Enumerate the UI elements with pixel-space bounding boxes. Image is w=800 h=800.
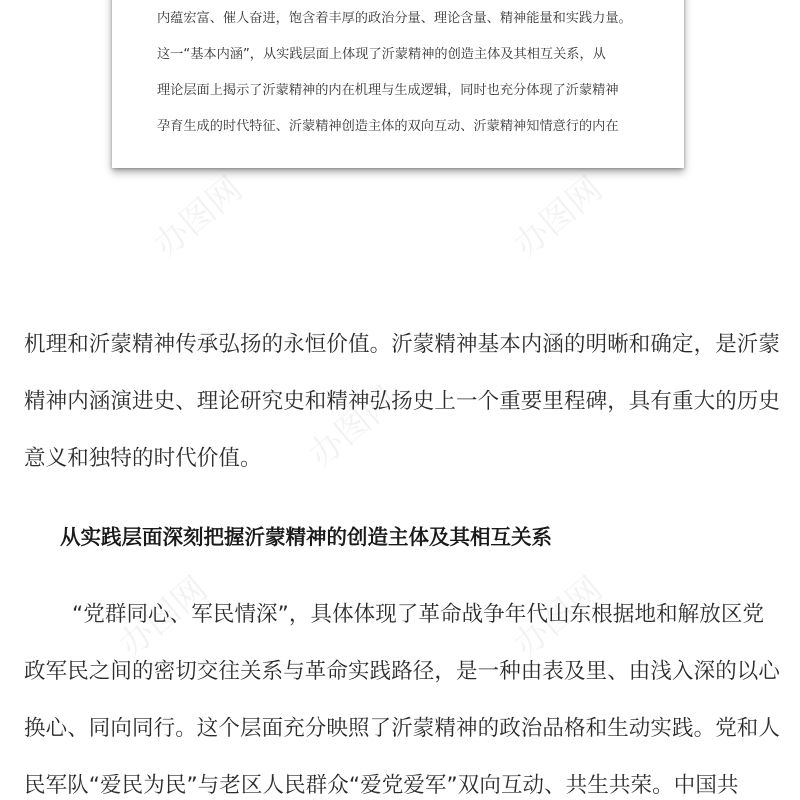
paragraph-line: 机理和沂蒙精神传承弘扬的永恒价值。沂蒙精神基本内涵的明晰和确定，是沂蒙 (24, 332, 781, 357)
watermark: 办图网 (146, 169, 251, 266)
watermark: 办图网 (506, 569, 611, 666)
paragraph-line: 意义和独特的时代价值。 (24, 446, 262, 471)
paragraph-line: 政军民之间的密切交往关系与革命实践路径，是一种由表及里、由浅入深的以心 (24, 659, 781, 684)
card-text-line: 孕育生成的时代特征、沂蒙精神创造主体的双向互动、沂蒙精神知情意行的内在 (157, 119, 619, 134)
watermark: 办图网 (301, 379, 406, 476)
paragraph-line: 民军队“爱民为民”与老区人民群众“爱党爱军”双向互动、共生共荣。中国共 (24, 773, 739, 798)
card-text-line: 理论层面上揭示了沂蒙精神的内在机理与生成逻辑，同时也充分体现了沂蒙精神 (157, 83, 619, 98)
paragraph-line: 精神内涵演进史、理论研究史和精神弘扬史上一个重要里程碑，具有重大的历史 (24, 389, 781, 414)
card-text-line: 这一“基本内涵”，从实践层面上体现了沂蒙精神的创造主体及其相互关系，从 (157, 47, 606, 62)
section-heading: 从实践层面深刻把握沂蒙精神的创造主体及其相互关系 (60, 525, 552, 549)
card-text-line: 内蕴宏富、催人奋进，饱含着丰厚的政治分量、理论含量、精神能量和实践力量。 (157, 11, 632, 26)
watermark: 办图网 (111, 569, 216, 666)
quoted-paper-card (112, 0, 684, 168)
watermark: 办图网 (506, 169, 611, 266)
paragraph-line: “党群同心、军民情深”，具体体现了革命战争年代山东根据地和解放区党 (72, 602, 765, 627)
paragraph-line: 换心、同向同行。这个层面充分映照了沂蒙精神的政治品格和生动实践。党和人 (24, 716, 781, 741)
